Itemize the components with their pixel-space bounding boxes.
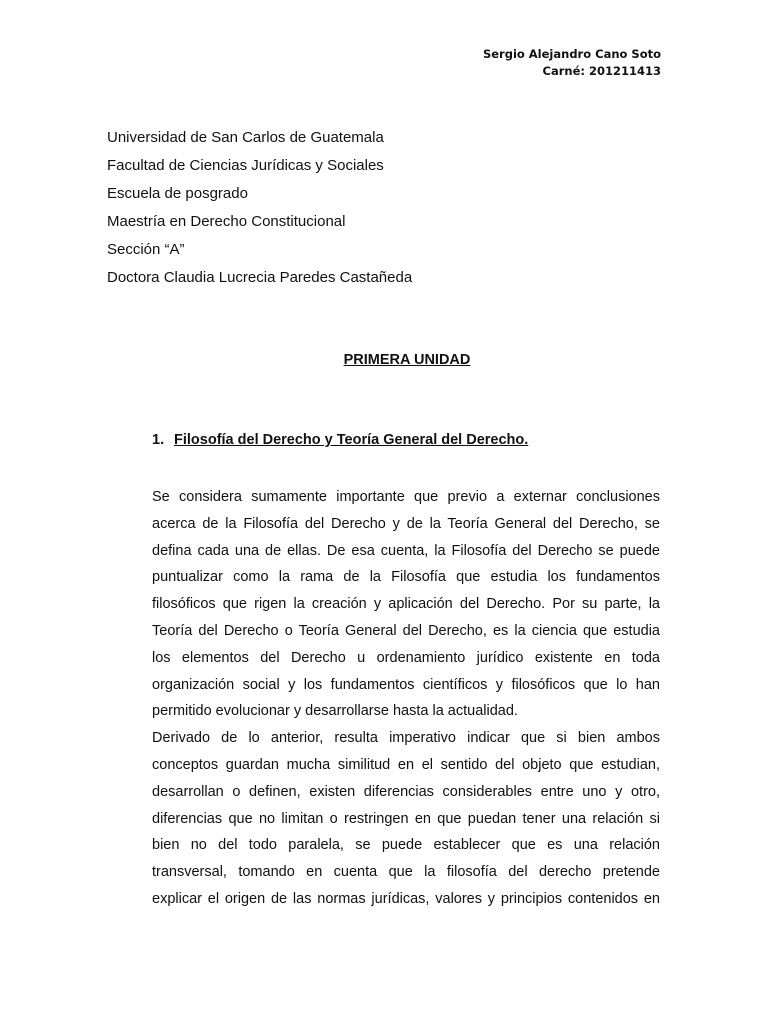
text-line: acerca de la Filosofía del Derecho y de la Teoría General del Derecho, se xyxy=(152,515,660,532)
text-line: bien no del todo paralela, se puede establecer que es una relación xyxy=(152,837,660,854)
text-line: permitido evolucionar y desarrollarse hasta la actualidad. xyxy=(152,703,518,720)
text-line: transversal, tomando en cuenta que la filosofía del derecho pretende xyxy=(152,864,660,881)
section-number: 1. xyxy=(152,432,165,448)
text-line: explicar el origen de las normas jurídicas, valores y principios contenidos en xyxy=(152,890,660,907)
university-line: Universidad de San Carlos de Guatemala xyxy=(107,129,384,146)
institution-block xyxy=(107,124,412,292)
school-line: Escuela de posgrado xyxy=(107,185,248,202)
text-line: los elementos del Derecho u ordenamiento jurídico existente en toda xyxy=(152,649,660,666)
text-line: Teoría del Derecho o Teoría General del Derecho, es la ciencia que estudia xyxy=(152,622,660,639)
text-line: diferencias que no limitan o restringen en que puedan tener una relación si xyxy=(152,810,660,827)
text-line: defina cada una de ellas. De esa cuenta, la Filosofía del Derecho se puede xyxy=(152,542,660,559)
unit-title: PRIMERA UNIDAD xyxy=(343,352,471,368)
faculty-line: Facultad de Ciencias Jurídicas y Sociales xyxy=(107,157,384,174)
text-line: filosóficos que rigen la creación y aplicación del Derecho. Por su parte, la xyxy=(152,596,660,613)
section-heading xyxy=(152,432,528,448)
text-line: organización social y los fundamentos científicos y filosóficos que lo han xyxy=(152,676,660,693)
professor-line: Doctora Claudia Lucrecia Paredes Castañeda xyxy=(107,269,413,286)
text-line: Se considera sumamente importante que previo a externar conclusiones xyxy=(152,489,660,505)
body-text xyxy=(152,484,660,913)
text-line: desarrollan o definen, existen diferencias considerables entre uno y otro, xyxy=(152,783,660,800)
paragraph xyxy=(152,484,660,725)
paragraph xyxy=(152,725,660,913)
section-title: Filosofía del Derecho y Teoría General del Derecho. xyxy=(174,432,529,448)
text-line: conceptos guardan mucha similitud en el sentido del objeto que estudian, xyxy=(152,756,660,773)
text-line: puntualizar como la rama de la Filosofía que estudia los fundamentos xyxy=(152,569,660,586)
text-line: Derivado de lo anterior, resulta imperativo indicar que si bien ambos xyxy=(152,730,660,747)
author-block xyxy=(483,46,661,80)
author-name: Sergio Alejandro Cano Soto xyxy=(482,47,661,61)
section-line: Sección “A” xyxy=(107,241,185,258)
author-id: Carné: 201211413 xyxy=(542,64,661,78)
program-line: Maestría en Derecho Constitucional xyxy=(107,213,346,230)
